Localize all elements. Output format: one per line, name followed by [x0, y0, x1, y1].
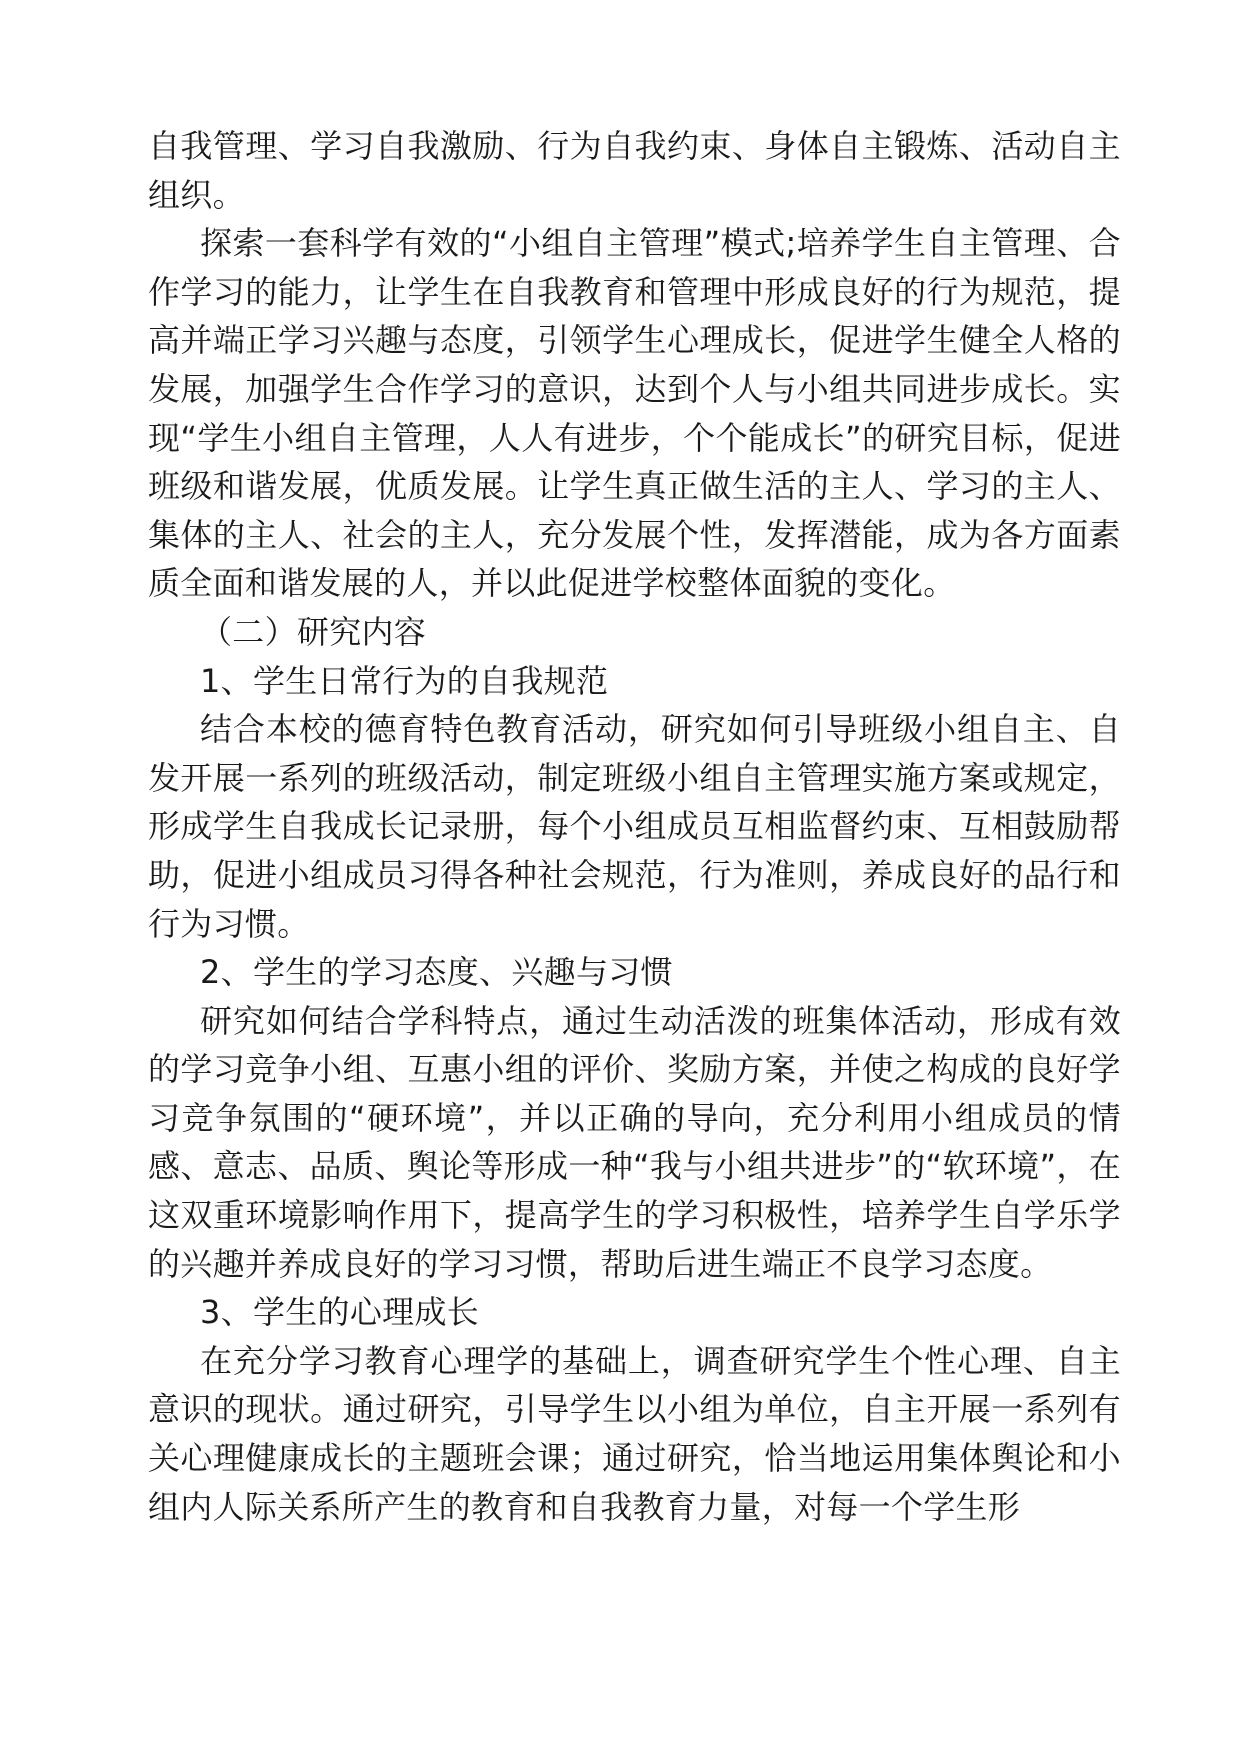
paragraph-psychology: 在充分学习教育心理学的基础上，调查研究学生个性心理、自主意识的现状。通过研究，引导学生以小组为单位，自主开展一系列有关心理健康成长的主题班会课；通过研究，恰当地运用集体舆论和小组内人际关系所产生的教育和自我教育力量，对每一个学生形 — [148, 1341, 1121, 1526]
subheading-learning-attitude: 2、学生的学习态度、兴趣与习惯 — [200, 953, 673, 992]
paragraph-learning-attitude: 研究如何结合学科特点，通过生动活泼的班集体活动，形成有效的学习竞争小组、互惠小组的评价、奖励方案，并使之构成的良好学习竞争氛围的“硬环境”，并以正确的导向，充分利用小组成员的情感、意志、品质、舆论等形成一种“我与小组共进步”的“软环境”，在这双重环境影响作用下，提高学生的学习积极性，培养学生自学乐学的兴趣并养成良好的学习习惯，帮助后进生端正不良学习态度。 — [148, 1001, 1121, 1283]
paragraph-continuation: 自我管理、学习自我激励、行为自我约束、身体自主锻炼、活动自主组织。 — [148, 127, 1121, 214]
paragraph-goals: 探索一套科学有效的“小组自主管理”模式;培养学生自主管理、合作学习的能力，让学生在自我教育和管理中形成良好的行为规范，提高并端正学习兴趣与态度，引领学生心理成长，促进学生健全人格的发展，加强学生合作学习的意识，达到个人与小组共同进步成长。实现“学生小组自主管理，人人有进步，个个能成长”的研究目标，促进班级和谐发展，优质发展。让学生真正做生活的主人、学习的主人、集体的主人、社会的主人，充分发展个性，发挥潜能，成为各方面素质全面和谐发展的人，并以此促进学校整体面貌的变化。 — [148, 224, 1121, 603]
document-body — [148, 122, 1121, 1531]
paragraph-behavior: 结合本校的德育特色教育活动，研究如何引导班级小组自主、自发开展一系列的班级活动，制定班级小组自主管理实施方案或规定，形成学生自我成长记录册，每个小组成员互相监督约束、互相鼓励帮助，促进小组成员习得各种社会规范，行为准则，养成良好的品行和行为习惯。 — [148, 710, 1121, 943]
subheading-behavior: 1、学生日常行为的自我规范 — [200, 661, 609, 700]
subheading-psychology: 3、学生的心理成长 — [200, 1293, 480, 1332]
section-heading-research-content: （二）研究内容 — [200, 612, 427, 651]
